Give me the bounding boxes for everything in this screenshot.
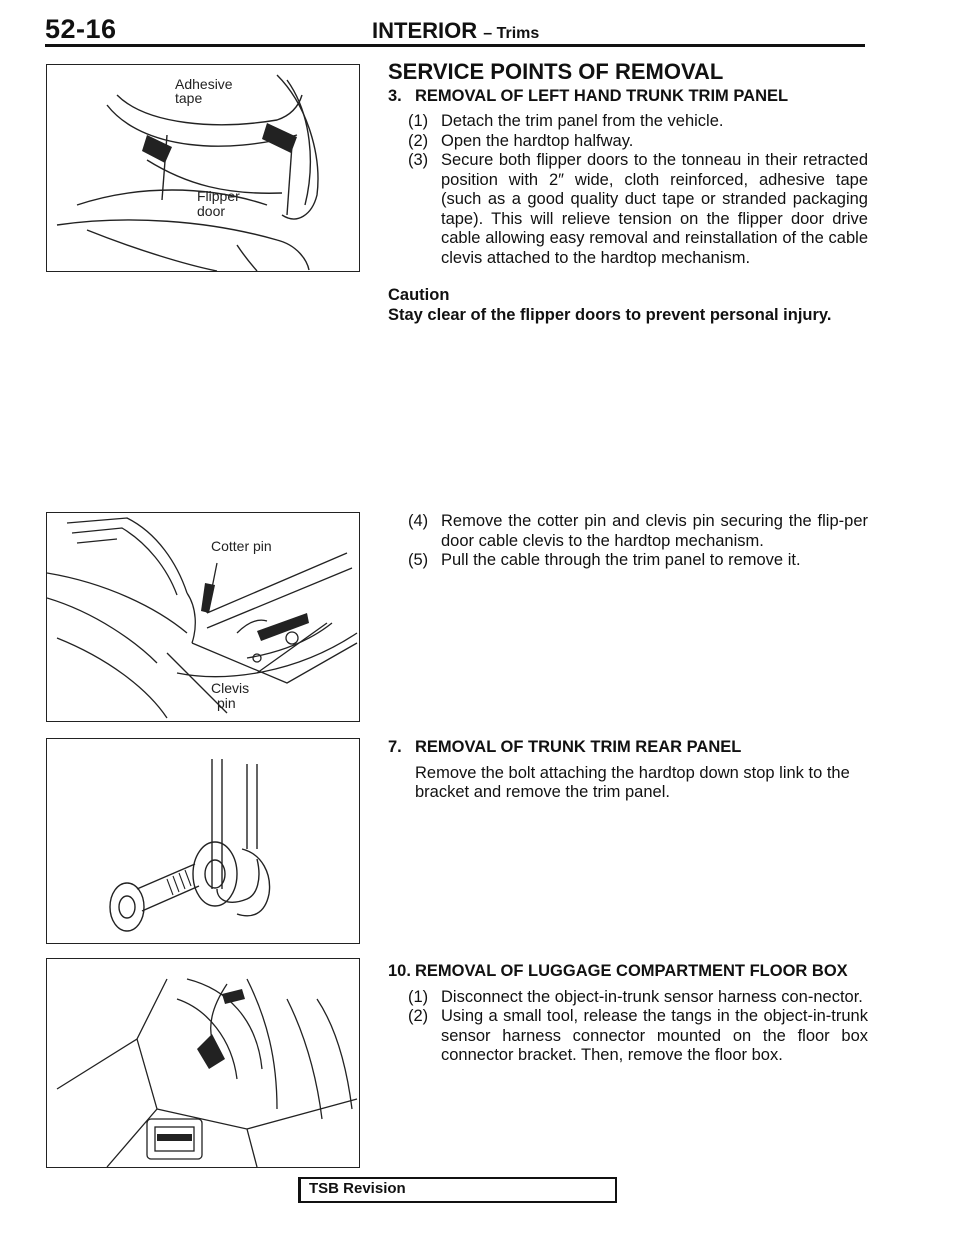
page-number: 52-16 — [45, 14, 117, 44]
item-text: Open the hardtop halfway. — [441, 131, 634, 150]
step7-number: 7. — [388, 738, 402, 756]
text-block-step3 — [388, 59, 868, 325]
header-rule — [45, 44, 865, 47]
step10-title: REMOVAL OF LUGGAGE COMPARTMENT FLOOR BOX — [415, 962, 848, 980]
tsb-revision-box — [298, 1177, 617, 1203]
item-number: (1) — [408, 112, 429, 130]
tsb-revision-label: TSB Revision — [309, 1180, 406, 1197]
list-item — [388, 1007, 868, 1066]
page-title-main: INTERIOR — [372, 18, 478, 43]
item-number: (5) — [408, 551, 429, 569]
item-number: (1) — [408, 987, 429, 1006]
figure-flipper-door-tape — [46, 64, 360, 272]
figure-floor-box-connector — [46, 958, 360, 1168]
section-title: SERVICE POINTS OF REMOVAL — [388, 59, 724, 84]
item-text: Secure both flipper doors to the tonneau in their retracted position with 2″ wide, cloth reinforced, adhesive tape (such as a good quality duct tape or stranded packaging tape). This will relieve tension on the flipper door drive cable allowing easy removal and reinstallation of the cable clevis attached to the hardtop mechanism. — [441, 151, 868, 267]
item-number: (4) — [408, 512, 429, 530]
text-block-step3-cont — [388, 512, 868, 571]
step7-heading — [388, 738, 868, 758]
list-item — [388, 151, 868, 268]
list-item — [388, 112, 868, 132]
item-text: Disconnect the object-in-trunk sensor harness con-nector. — [441, 987, 863, 1006]
caution-text: Stay clear of the flipper doors to prevent personal injury. — [388, 305, 832, 324]
item-text: Detach the trim panel from the vehicle. — [441, 112, 724, 130]
list-item — [388, 551, 868, 571]
item-text: Pull the cable through the trim panel to remove it. — [441, 551, 801, 569]
item-number: (2) — [408, 131, 429, 150]
item-text: Remove the cotter pin and clevis pin securing the flip-per door cable clevis to the hardtop mechanism. — [441, 512, 868, 550]
figure1-label-flipper: Flipper — [197, 188, 240, 204]
list-item — [388, 512, 868, 551]
text-block-step10 — [388, 962, 868, 1066]
page-title — [372, 18, 539, 44]
step3-title: REMOVAL OF LEFT HAND TRUNK TRIM PANEL — [415, 86, 789, 105]
caution-title: Caution — [388, 286, 450, 304]
figure-cotter-clevis-pin — [46, 512, 360, 722]
item-number: (3) — [408, 151, 429, 169]
list-item — [388, 988, 868, 1008]
caution-block — [388, 286, 868, 325]
step10-number: 10. — [388, 962, 411, 980]
step10-heading — [388, 962, 868, 982]
item-text: Using a small tool, release the tangs in the object-in-trunk sensor harness connector mounted on the floor box connector bracket. Then, remove the floor box. — [441, 1007, 868, 1064]
figure2-label-cotter-pin: Cotter pin — [211, 538, 272, 554]
step3-number: 3. — [388, 86, 402, 105]
step3-heading — [388, 87, 868, 107]
page-title-sub: – Trims — [483, 25, 540, 42]
figure1-label-adhesive: Adhesive — [175, 76, 233, 92]
figure1-label-tape: tape — [175, 90, 203, 106]
figure2-label-pin: pin — [217, 695, 236, 711]
list-item — [388, 132, 868, 152]
figure-stop-link-bolt — [46, 738, 360, 944]
figure1-label-door: door — [197, 203, 226, 219]
text-block-step7 — [388, 738, 868, 803]
step7-title: REMOVAL OF TRUNK TRIM REAR PANEL — [415, 738, 742, 756]
figure2-label-clevis: Clevis — [211, 680, 250, 696]
step7-text: Remove the bolt attaching the hardtop down stop link to the bracket and remove the trim panel. — [415, 763, 850, 801]
item-number: (2) — [408, 1007, 429, 1025]
